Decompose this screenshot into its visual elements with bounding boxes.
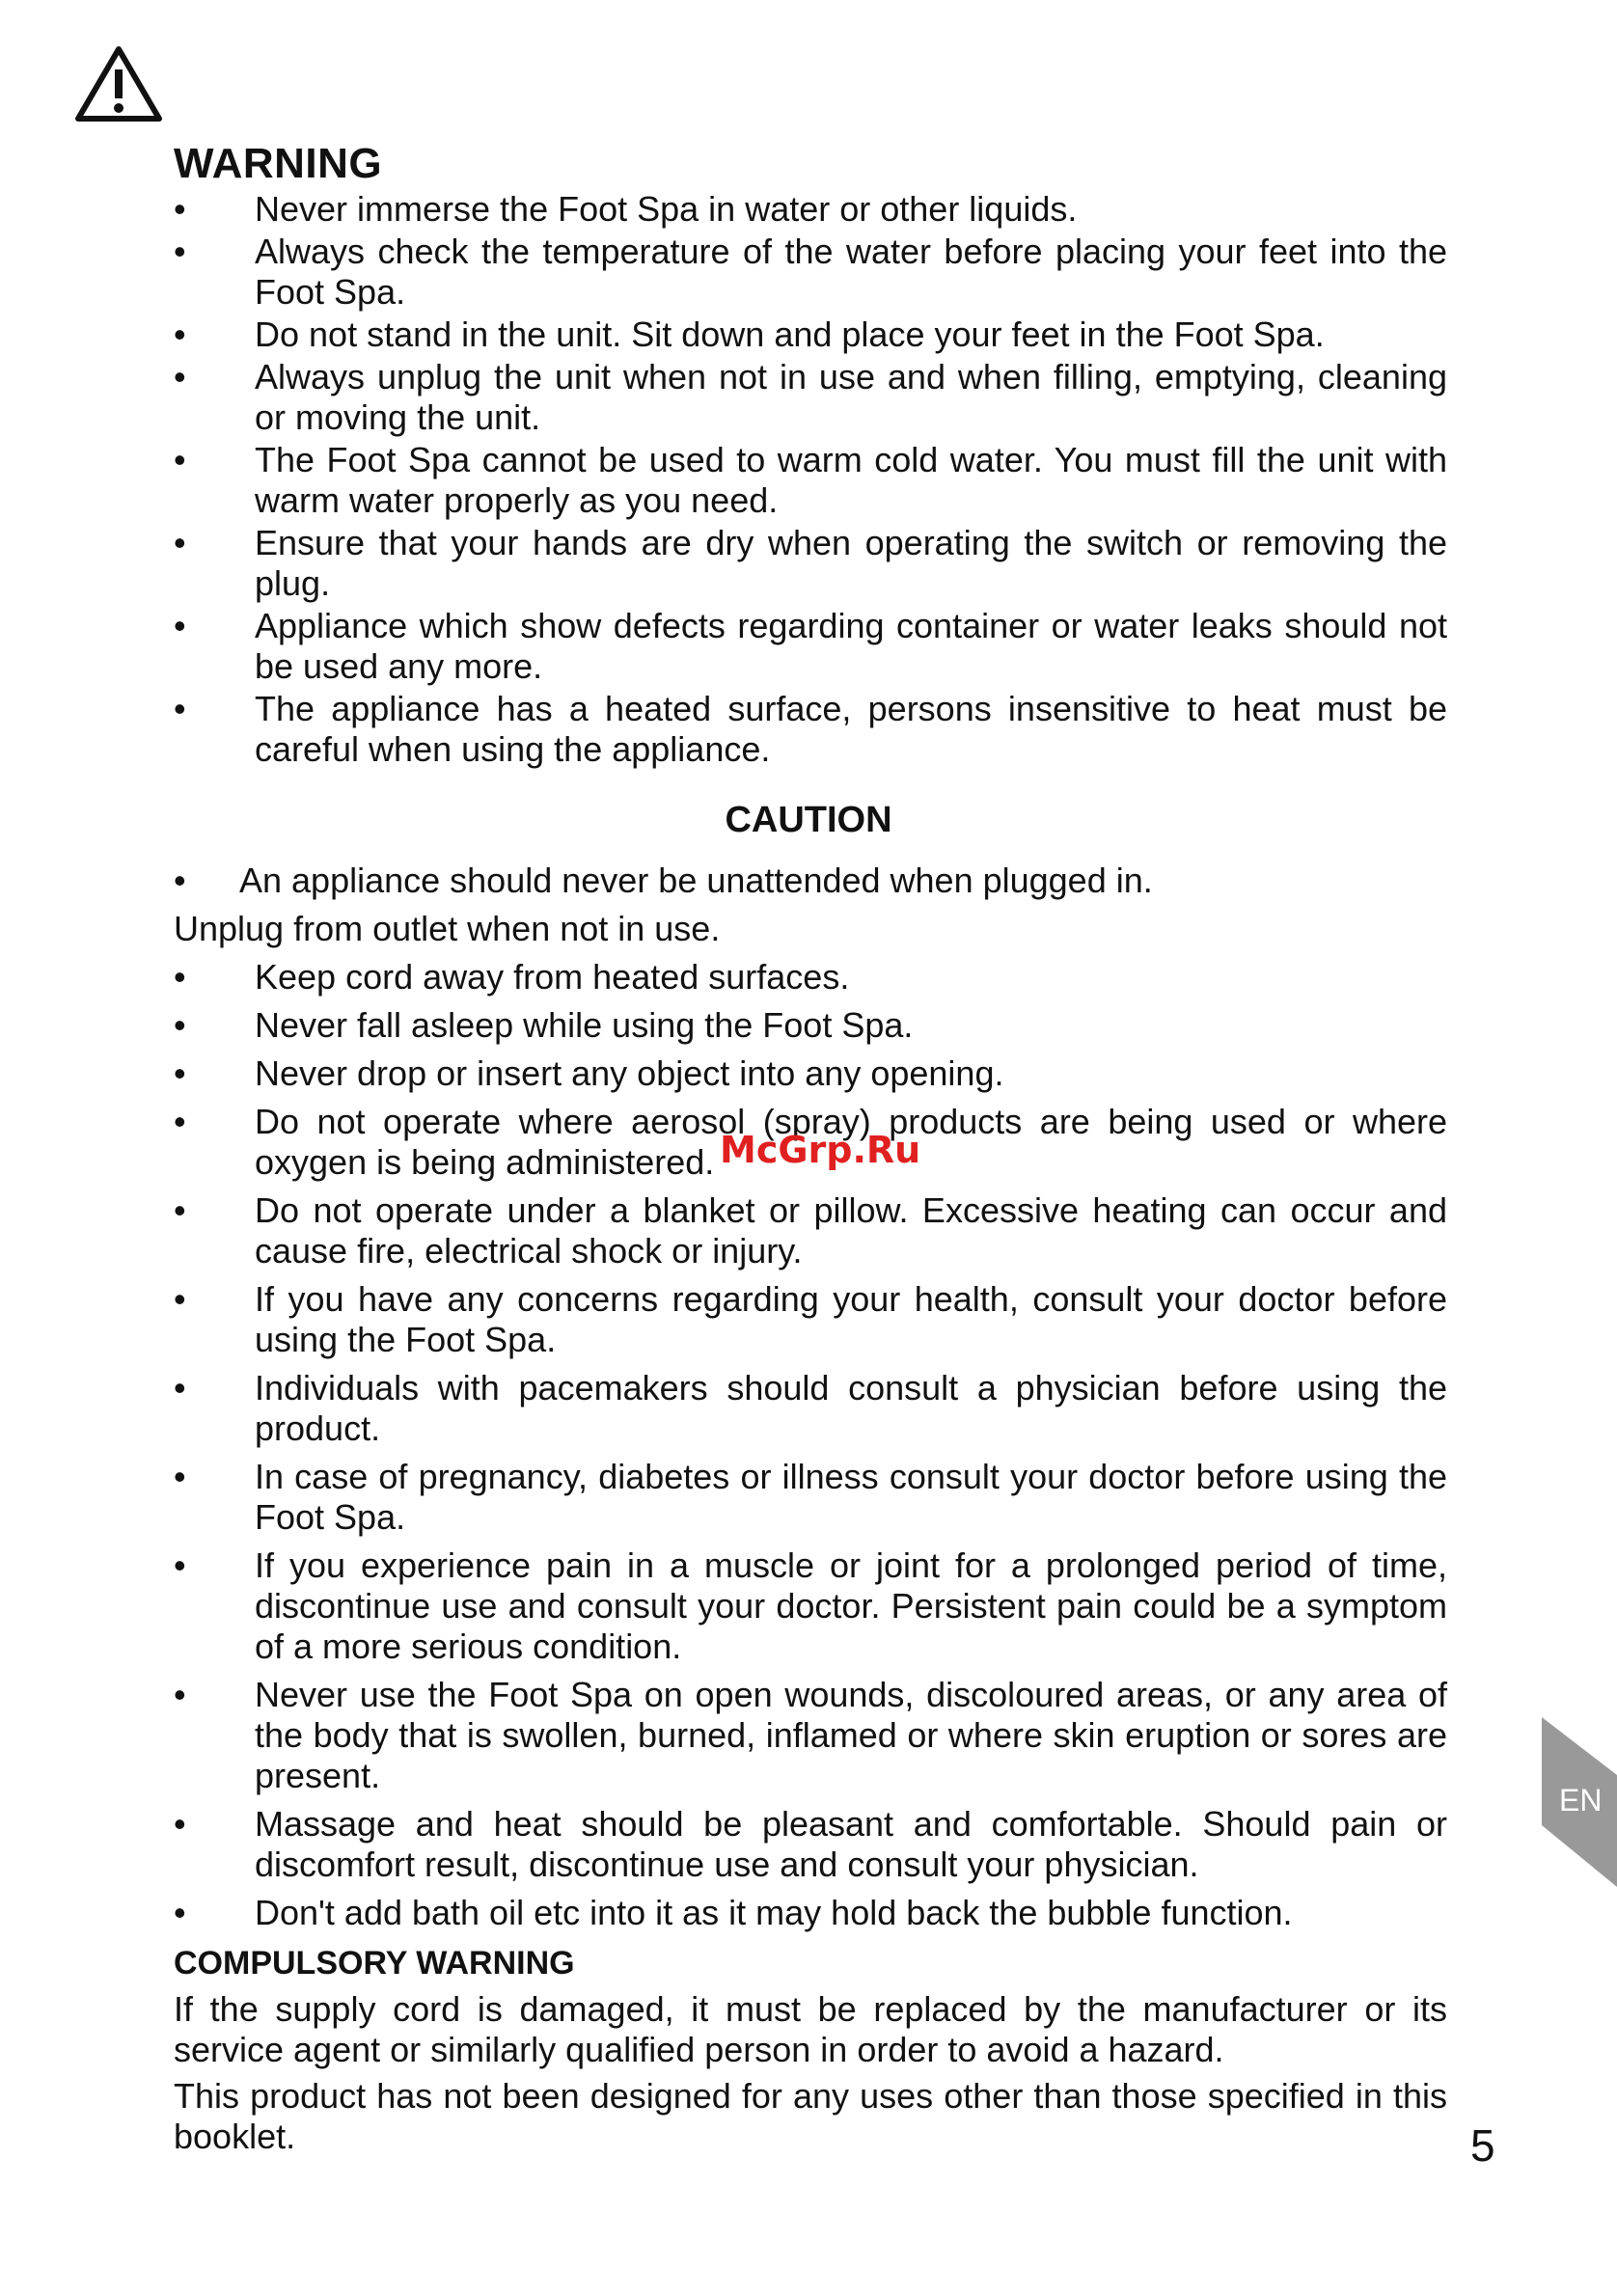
bullet: • — [174, 689, 186, 728]
bullet: • — [174, 957, 186, 997]
list-item — [0, 314, 1447, 355]
list-item — [0, 357, 1447, 438]
compulsory-paragraph-2: This product has not been designed for any uses other than those specified in this booklet. — [174, 2076, 1447, 2156]
bullet: • — [174, 314, 186, 354]
caution-first-item — [0, 861, 1617, 901]
list-item-text: Always check the temperature of the water before placing your feet into the Foot Spa. — [255, 232, 1447, 312]
warning-heading: WARNING — [174, 140, 383, 187]
bullet: • — [174, 606, 186, 645]
list-item — [0, 523, 1447, 604]
list-item — [0, 1368, 1447, 1449]
compulsory-heading: COMPULSORY WARNING — [174, 1945, 575, 1982]
list-item — [0, 232, 1447, 313]
list-item — [0, 689, 1447, 770]
list-item-text: Do not stand in the unit. Sit down and place your feet in the Foot Spa. — [255, 314, 1325, 354]
list-item-text: If you have any concerns regarding your health, consult your doctor before using the Foot Spa. — [255, 1279, 1447, 1359]
list-item — [0, 957, 1447, 998]
list-item-text: Never immerse the Foot Spa in water or other liquids. — [255, 189, 1078, 229]
list-item-text: The appliance has a heated surface, persons insensitive to heat must be careful when using the appliance. — [255, 689, 1447, 769]
list-item — [0, 1545, 1447, 1667]
list-item-text: If you experience pain in a muscle or joint for a prolonged period of time, discontinue use and consult your doctor. Persistent pain could be a symptom of a more serious condition. — [255, 1545, 1447, 1666]
language-tab — [1542, 1717, 1617, 1887]
bullet: • — [174, 189, 186, 229]
bullet: • — [174, 440, 186, 479]
list-item — [0, 189, 1447, 230]
list-item — [0, 1190, 1447, 1271]
list-item-text: Never drop or insert any object into any opening. — [255, 1053, 1004, 1093]
list-item-text: Always unplug the unit when not in use and when filling, emptying, cleaning or moving the unit. — [255, 357, 1447, 437]
list-item — [0, 1457, 1447, 1538]
list-item — [0, 1005, 1447, 1046]
warning-triangle-icon — [73, 44, 164, 123]
bullet: • — [174, 1102, 186, 1141]
language-tab-label: EN — [1559, 1783, 1603, 1818]
list-item-text: Never fall asleep while using the Foot Spa. — [255, 1005, 914, 1045]
list-item-text: The Foot Spa cannot be used to warm cold water. You must fill the unit with warm water properly as you need. — [255, 440, 1447, 520]
list-item — [0, 1804, 1447, 1885]
list-item-text: Individuals with pacemakers should consult a physician before using the product. — [255, 1368, 1447, 1448]
bullet: • — [174, 357, 186, 396]
bullet: • — [174, 1053, 186, 1093]
bullet: • — [174, 1804, 186, 1844]
list-item-text: Keep cord away from heated surfaces. — [255, 957, 850, 997]
list-item-text: Do not operate under a blanket or pillow. Excessive heating can occur and cause fire, electrical shock or injury. — [255, 1190, 1447, 1271]
unplug-line: Unplug from outlet when not in use. — [174, 909, 721, 948]
bullet: • — [174, 1893, 186, 1932]
list-item-text: Ensure that your hands are dry when operating the switch or removing the plug. — [255, 523, 1447, 603]
list-item — [0, 1675, 1447, 1796]
caution-list — [0, 957, 1447, 1941]
bullet: • — [174, 523, 186, 562]
list-item — [0, 1893, 1447, 1933]
caution-heading: CAUTION — [725, 800, 892, 840]
list-item — [0, 440, 1447, 521]
list-item-text: Don't add bath oil etc into it as it may hold back the bubble function. — [255, 1893, 1293, 1932]
watermark: McGrp.Ru — [720, 1129, 921, 1171]
compulsory-paragraph-1: If the supply cord is damaged, it must be replaced by the manufacturer or its service agent or similarly qualified person in order to avoid a hazard. — [174, 1989, 1447, 2069]
list-item — [0, 1279, 1447, 1360]
bullet: • — [174, 1368, 186, 1408]
list-item — [0, 1053, 1447, 1094]
bullet: • — [174, 232, 186, 271]
caution-first-text: An appliance should never be unattended when plugged in. — [239, 861, 1153, 900]
bullet: • — [174, 1279, 186, 1319]
warning-list — [0, 189, 1447, 772]
page-number: 5 — [1470, 2120, 1495, 2171]
bullet: • — [174, 1675, 186, 1714]
list-item — [0, 606, 1447, 687]
list-item-text: In case of pregnancy, diabetes or illness consult your doctor before using the Foot Spa. — [255, 1457, 1447, 1537]
bullet: • — [174, 1545, 186, 1585]
list-item-text: Appliance which show defects regarding container or water leaks should not be used any more. — [255, 606, 1447, 686]
bullet: • — [174, 1005, 186, 1045]
bullet: • — [174, 1190, 186, 1230]
list-item-text: Do not operate where aerosol (spray) products are being used or where oxygen is being administered. — [255, 1102, 1447, 1182]
bullet: • — [174, 1457, 186, 1496]
list-item-text: Never use the Foot Spa on open wounds, discoloured areas, or any area of the body that is swollen, burned, inflamed or where skin eruption or sores are present. — [255, 1675, 1447, 1795]
bullet: • — [174, 861, 186, 900]
list-item-text: Massage and heat should be pleasant and comfortable. Should pain or discomfort result, discontinue use and consult your physician. — [255, 1804, 1447, 1884]
